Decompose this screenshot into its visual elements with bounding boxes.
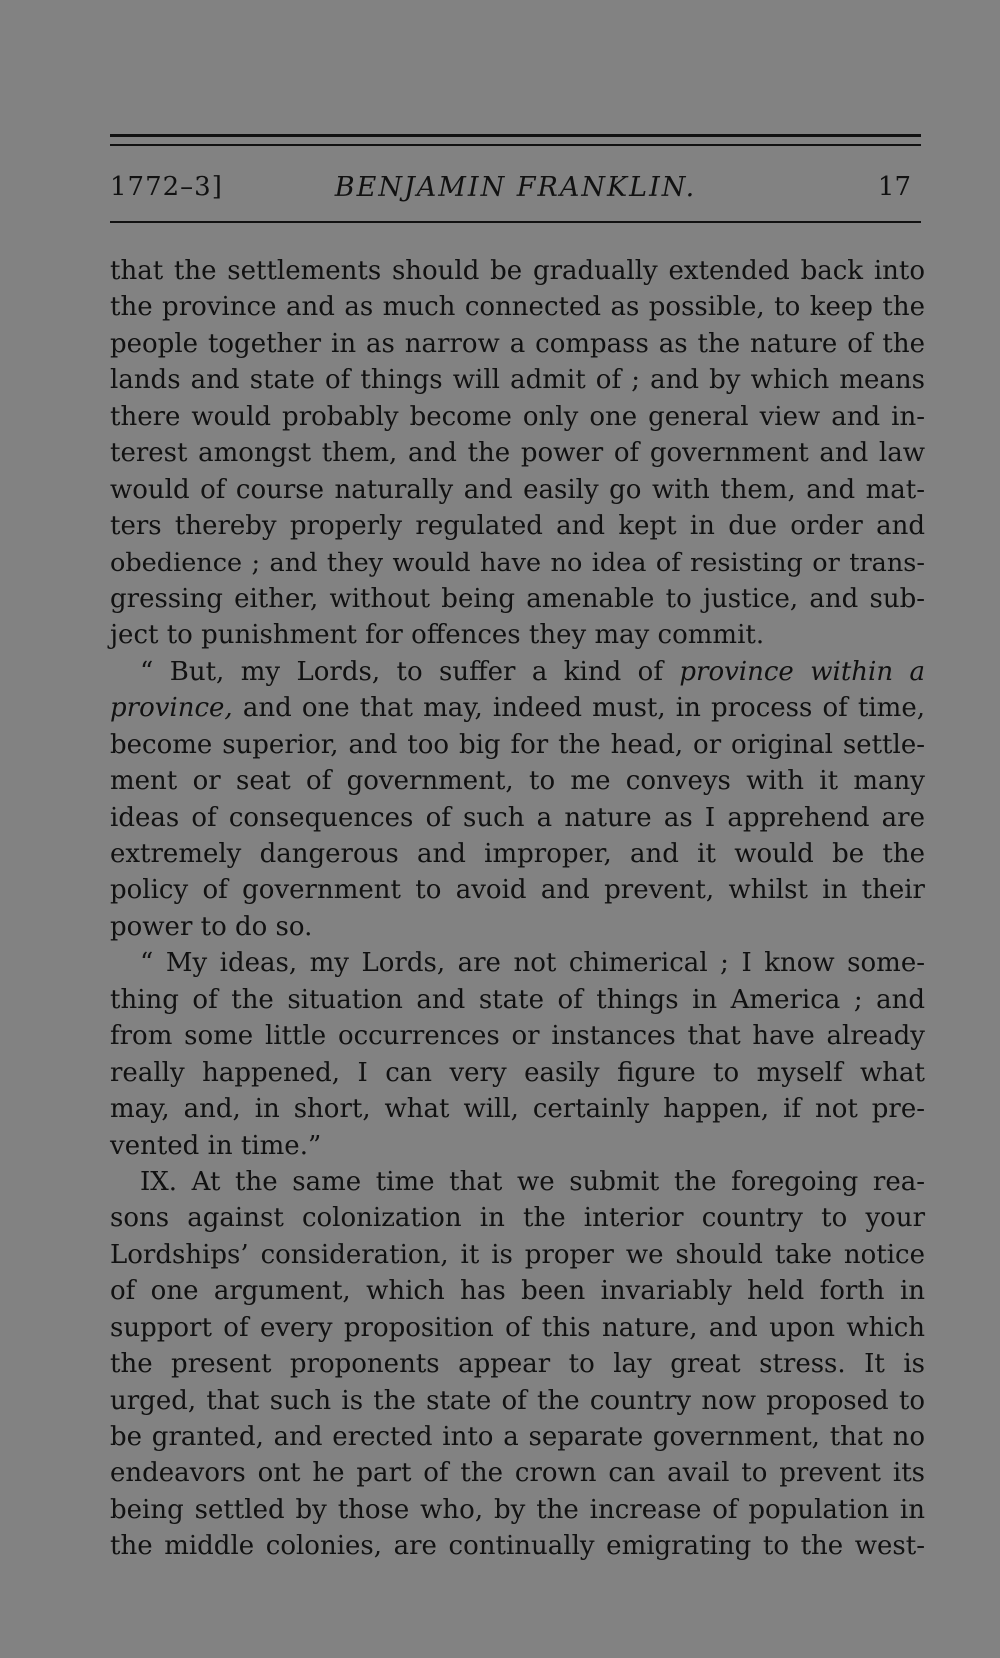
text-line: really happened, I can very easily figure to myself what: [110, 1057, 925, 1088]
italic-phrase: province,: [110, 693, 233, 724]
text-line: of one argument, which has been invariably held forth in: [110, 1276, 925, 1307]
header-title: BENJAMIN FRANKLIN.: [334, 172, 697, 203]
text-line: ideas of consequences of such a nature as I apprehend are: [110, 802, 925, 833]
text-line: terest amongst them, and the power of government and law: [110, 438, 925, 469]
page-number: 17: [877, 172, 911, 202]
text-line: Lordships’ consideration, it is proper we should take notice: [110, 1239, 925, 1270]
text-line: become superior, and too big for the head, or original settle-: [110, 729, 925, 760]
text-line: obedience ; and they would have no idea of resisting or trans-: [110, 547, 925, 578]
running-header: [110, 172, 921, 212]
text-line: people together in as narrow a compass as the nature of the: [110, 328, 925, 359]
text-line: the middle colonies, are continually emigrating to the west-: [110, 1531, 925, 1562]
text-line: vented in time.”: [110, 1130, 322, 1161]
text-line: from some little occurrences or instances that have already: [110, 1021, 925, 1052]
text-line: thing of the situation and state of things in America ; and: [110, 984, 925, 1015]
text-line: “ My ideas, my Lords, are not chimerical ; I know some-: [140, 948, 925, 979]
text-line: sons against colonization in the interior country to your: [110, 1203, 925, 1234]
text-line: that the settlements should be gradually extended back into: [110, 256, 925, 286]
body-text: [110, 253, 925, 1565]
text-line: being settled by those who, by the increase of population in: [110, 1494, 925, 1525]
header-rule-top-second: [110, 144, 921, 146]
header-rule-top: [110, 134, 921, 137]
text-line: urged, that such is the state of the country now proposed to: [110, 1385, 925, 1416]
text-line: ters thereby properly regulated and kept in due order and: [110, 511, 925, 542]
italic-phrase: province within a: [679, 656, 925, 687]
text-line: may, and, in short, what will, certainly happen, if not pre-: [110, 1094, 925, 1125]
text-line: “ But, my Lords, to suffer a kind of province within a: [140, 656, 925, 687]
text-line: the present proponents appear to lay great stress. It is: [110, 1349, 925, 1380]
text-line: policy of government to avoid and prevent, whilst in their: [110, 875, 925, 906]
text-line: there would probably become only one general view and in-: [110, 401, 925, 432]
text-line: lands and state of things will admit of ; and by which means: [110, 365, 925, 396]
text-line: ment or seat of government, to me conveys with it many: [110, 766, 925, 797]
text-line: support of every proposition of this nature, and upon which: [110, 1312, 925, 1343]
text-line: ject to punishment for offences they may commit.: [110, 620, 765, 651]
text-line: province, and one that may, indeed must, in process of time,: [110, 693, 925, 724]
header-date-range: 1772–3]: [110, 172, 223, 202]
text-line: would of course naturally and easily go with them, and mat-: [110, 474, 925, 505]
text-line: endeavors ont he part of the crown can avail to prevent its: [110, 1458, 925, 1489]
text-line: gressing either, without being amenable to justice, and sub-: [110, 583, 925, 614]
text-line: extremely dangerous and improper, and it would be the: [110, 839, 925, 869]
text-line: be granted, and erected into a separate government, that no: [110, 1422, 925, 1452]
text-line: the province and as much connected as possible, to keep the: [110, 292, 925, 323]
text-line: IX. At the same time that we submit the foregoing rea-: [140, 1166, 925, 1197]
header-rule-bottom: [110, 221, 921, 223]
text-line: power to do so.: [110, 911, 313, 942]
